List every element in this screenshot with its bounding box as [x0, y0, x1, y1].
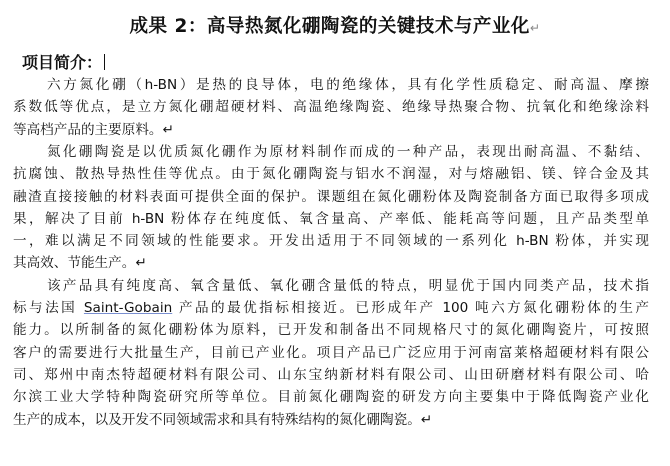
paragraph-line [13, 297, 649, 319]
section-heading [22, 50, 105, 73]
document-title [0, 12, 670, 38]
paragraph-mark-icon: ↵ [529, 21, 541, 35]
paragraph-line: 融渣直接接触的材料表面可提供全面的保护。课题组在氮化硼粉体及陶瓷制备方面已取得多项成 [13, 188, 649, 205]
paragraph-line: 尔滨工业大学特种陶瓷研究所等单位。目前氮化硼陶瓷的研发方向主要集中于降低陶瓷产业化 [13, 389, 649, 406]
paragraph-line: 六方氮化硼（h-BN）是热的良导体，电的绝缘体，具有化学性质稳定、耐高温、摩擦 [47, 77, 649, 93]
paragraph-line: 抗腐蚀、散热导热性佳等优点。由于氮化硼陶瓷与铝水不润湿，对与熔融铝、镁、锌合金及其 [13, 166, 649, 183]
text-cursor-icon [104, 54, 105, 70]
paragraph-line: 能力。以所制备的氮化硼粉体为原料，已开发和制备出不同规格尺寸的氮化硼陶瓷片，可按照 [13, 322, 649, 339]
paragraph-line: 氮化硼陶瓷是以优质氮化硼作为原材料制作而成的一种产品，表现出耐高温、不黏结、 [47, 143, 649, 160]
paragraph-line: 其高效、节能生产。↵ [13, 255, 147, 272]
paragraph-line: 果，解决了目前 h-BN 粉体存在纯度低、氧含量高、产率低、能耗高等问题，且产品类型单 [13, 210, 649, 227]
paragraph-line: 系数低等优点，是立方氮化硼超硬材料、高温绝缘陶瓷、绝缘导热聚合物、抗氧化和绝缘涂料 [13, 99, 649, 116]
paragraph-line: 等高档产品的主要原料。↵ [13, 121, 174, 138]
paragraph-line: 生产的成本，以及开发不同领域需求和具有特殊结构的氮化硼陶瓷。↵ [13, 411, 433, 428]
section-heading-text: 项目简介： [22, 53, 103, 72]
paragraph-line: 司、郑州中南杰特超硬材料有限公司、山东宝纳新材料有限公司、山田研磨材料有限公司、哈 [13, 366, 649, 383]
title-text: 成果 2：高导热氮化硼陶瓷的关键技术与产业化 [129, 16, 530, 37]
paragraph-line: 客户的需要进行大批量生产，目前已产业化。项目产品已广泛应用于河南富莱格超硬材料有限公 [13, 344, 649, 361]
paragraph-line: 该产品具有纯度高、氧含量低、氧化硼含量低的特点，明显优于国内同类产品，技术指 [47, 277, 649, 294]
line-text: 产品的最优指标相接近。已形成年产 100 吨六方氮化硼粉体的生产 [172, 300, 649, 316]
company-name-link: Saint-Gobain [83, 300, 173, 316]
paragraph-line: 一，难以满足不同领域的性能要求。开发出适用于不同领域的一系列化 h-BN 粉体，并实现 [13, 233, 649, 250]
line-text: 标与法国 [13, 300, 84, 316]
